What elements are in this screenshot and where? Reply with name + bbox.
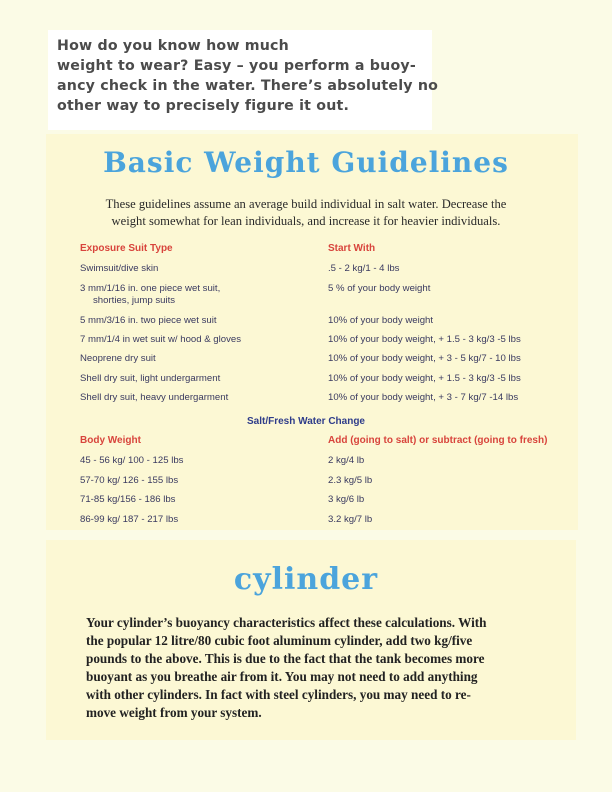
start-cell: .5 - 2 kg/1 - 4 lbs: [328, 263, 400, 274]
start-with-header: Start With: [328, 243, 376, 254]
subtitle-line: weight somewhat for lean individuals, and increase it for heavier individuals.: [111, 214, 501, 228]
suit-cell: Swimsuit/dive skin: [80, 263, 159, 274]
suit-cell: [80, 283, 220, 307]
subtitle-line: These guidelines assume an average build individual in salt water. Decrease the: [105, 197, 507, 211]
water-change-title: Salt/Fresh Water Change: [247, 416, 365, 427]
body-weight-cell: 57-70 kg/ 126 - 155 lbs: [80, 475, 179, 486]
cylinder-title: cylinder: [233, 562, 379, 597]
start-cell: 10% of your body weight, + 3 - 7 kg/7 -14 lbs: [328, 392, 519, 403]
cylinder-line: buoyant as you breathe air from it. You may not need to add anything: [86, 669, 478, 684]
cylinder-paragraph: [86, 614, 566, 722]
start-cell: 10% of your body weight, + 1.5 - 3 kg/3 -5 lbs: [328, 334, 521, 345]
guidelines-subtitle: [80, 196, 532, 230]
suit-cell: Neoprene dry suit: [80, 353, 156, 364]
intro-paragraph: [57, 36, 447, 116]
adjustment-cell: 3.2 kg/7 lb: [328, 514, 373, 525]
cylinder-line: with other cylinders. In fact with steel cylinders, you may need to re-: [86, 687, 471, 702]
body-weight-header: Body Weight: [80, 435, 141, 446]
start-cell: 10% of your body weight: [328, 315, 434, 326]
start-cell: 10% of your body weight, + 1.5 - 3 kg/3 -5 lbs: [328, 373, 521, 384]
exposure-suit-header: Exposure Suit Type: [80, 243, 173, 254]
cylinder-line: move weight from your system.: [86, 705, 262, 720]
suit-cell-line: shorties, jump suits: [93, 295, 176, 306]
cylinder-line: Your cylinder’s buoyancy characteristics affect these calculations. With: [86, 615, 487, 630]
adjustment-cell: 2 kg/4 lb: [328, 455, 365, 466]
body-weight-cell: 71-85 kg/156 - 186 lbs: [80, 494, 176, 505]
suit-cell: Shell dry suit, light undergarment: [80, 373, 221, 384]
intro-line: ancy check in the water. There’s absolutely no: [57, 78, 439, 94]
suit-cell: 7 mm/1/4 in wet suit w/ hood & gloves: [80, 334, 242, 345]
guidelines-panel: [46, 134, 578, 530]
suit-cell-line: 3 mm/1/16 in. one piece wet suit,: [80, 283, 221, 294]
suit-cell: 5 mm/3/16 in. two piece wet suit: [80, 315, 217, 326]
guidelines-title: Basic Weight Guidelines: [103, 146, 509, 179]
adjustment-header: Add (going to salt) or subtract (going to fresh): [328, 435, 548, 446]
intro-line: How do you know how much: [57, 38, 289, 54]
body-weight-cell: 86-99 kg/ 187 - 217 lbs: [80, 514, 179, 525]
adjustment-cell: 3 kg/6 lb: [328, 494, 365, 505]
adjustment-cell: 2.3 kg/5 lb: [328, 475, 373, 486]
body-weight-cell: 45 - 56 kg/ 100 - 125 lbs: [80, 455, 184, 466]
start-cell: 10% of your body weight, + 3 - 5 kg/7 - 10 lbs: [328, 353, 521, 364]
intro-line: other way to precisely figure it out.: [57, 98, 350, 114]
suit-cell: Shell dry suit, heavy undergarment: [80, 392, 229, 403]
cylinder-line: the popular 12 litre/80 cubic foot aluminum cylinder, add two kg/five: [86, 633, 473, 648]
cylinder-line: pounds to the above. This is due to the fact that the tank becomes more: [86, 651, 485, 666]
intro-line: weight to wear? Easy – you perform a buoy-: [57, 58, 416, 74]
start-cell: 5 % of your body weight: [328, 283, 431, 294]
